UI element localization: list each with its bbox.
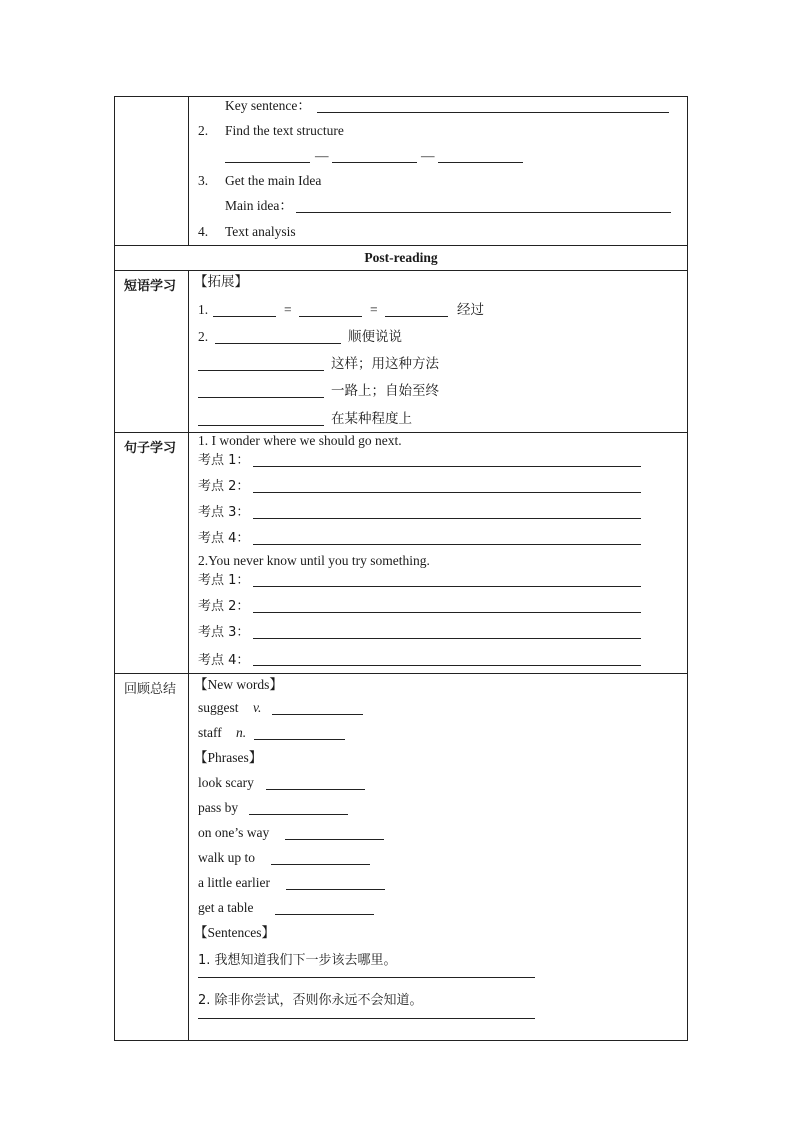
phrases-header: 【Phrases】	[194, 750, 263, 765]
word-blank	[254, 739, 345, 740]
point-label: 考点 4：	[198, 653, 250, 668]
key-sentence-blank	[317, 112, 669, 113]
point-label: 考点 4：	[198, 531, 250, 546]
equals-sign-1: =	[284, 302, 292, 317]
word-pos: n.	[236, 725, 247, 740]
phrase-5-blank	[198, 425, 324, 426]
point-blank	[253, 638, 641, 639]
phrase-1-meaning: 经过	[457, 302, 484, 318]
phrase-1-blank-a	[213, 316, 276, 317]
sentences-header: 【Sentences】	[194, 925, 275, 940]
main-idea-blank	[296, 212, 671, 213]
sentence-answer-blank	[198, 977, 535, 978]
point-blank	[253, 586, 641, 587]
point-label: 考点 1：	[198, 453, 250, 468]
review-phrase-blank	[266, 789, 365, 790]
review-phrase-row	[189, 846, 687, 871]
sentence-1-point-4	[189, 525, 687, 551]
structure-blank-1	[225, 162, 310, 163]
word-text: suggest	[198, 700, 239, 715]
review-sentence-2	[189, 990, 687, 1012]
review-sentence-text: 1. 我想知道我们下一步该去哪里。	[198, 953, 397, 968]
sentence-2-point-1	[189, 571, 687, 593]
step-4-line	[189, 219, 687, 245]
equals-sign-2: =	[370, 302, 378, 317]
step-2-text: Find the text structure	[225, 123, 344, 138]
sentence-answer-blank	[198, 1018, 535, 1019]
word-row-staff	[189, 721, 687, 746]
review-sentence-1-answer	[189, 974, 687, 990]
review-section-label: 回顾总结	[124, 682, 177, 697]
review-phrase-blank	[275, 914, 374, 915]
review-phrase-text: a little earlier	[198, 875, 270, 890]
review-phrase-row	[189, 796, 687, 821]
post-reading-row	[115, 246, 688, 271]
structure-blank-3	[438, 162, 523, 163]
point-blank	[253, 518, 641, 519]
sentence-1-point-2	[189, 473, 687, 499]
reading-steps-row	[115, 97, 688, 246]
review-row	[115, 674, 688, 1041]
phrase-3-meaning: 这样；用这种方法	[331, 356, 439, 372]
key-sentence-line	[189, 97, 687, 119]
sentences-content-cell	[189, 433, 688, 674]
review-phrase-row	[189, 896, 687, 921]
point-label: 考点 3：	[198, 625, 250, 640]
sentence-2-point-2	[189, 593, 687, 619]
review-phrase-text: get a table	[198, 900, 254, 915]
sentences-label-cell	[115, 433, 189, 674]
sentence-2-text: 2.You never know until you try something.	[198, 553, 430, 568]
point-label: 考点 2：	[198, 479, 250, 494]
step-2-line	[189, 119, 687, 144]
review-phrase-row	[189, 821, 687, 846]
sentence-2-point-4	[189, 645, 687, 673]
structure-dash-2: —	[421, 148, 435, 163]
review-sentence-text: 2. 除非你尝试，否则你永远不会知道。	[198, 993, 423, 1008]
main-idea-label: Main idea：	[225, 198, 293, 213]
reading-label-cell	[115, 97, 189, 246]
point-blank	[253, 492, 641, 493]
review-sentence-1	[189, 946, 687, 974]
phrases-header-line	[189, 271, 687, 295]
review-phrase-blank	[286, 889, 385, 890]
phrase-3-blank	[198, 370, 324, 371]
phrases-label-cell	[115, 271, 189, 433]
new-words-header-line	[189, 674, 687, 696]
worksheet	[114, 96, 687, 1041]
review-phrase-text: look scary	[198, 775, 254, 790]
step-4-number: 4.	[198, 224, 209, 239]
sentences-header-line	[189, 921, 687, 946]
review-phrase-blank	[271, 864, 370, 865]
review-label-cell	[115, 674, 189, 1041]
phrase-row-4	[189, 377, 687, 404]
review-sentence-2-answer	[189, 1012, 687, 1040]
phrase-5-meaning: 在某种程度上	[331, 411, 412, 427]
word-pos: v.	[253, 700, 262, 715]
point-blank	[253, 612, 641, 613]
expand-header: 【拓展】	[194, 274, 248, 290]
sentences-row	[115, 433, 688, 674]
main-idea-line	[189, 194, 687, 219]
review-phrase-text: pass by	[198, 800, 239, 815]
review-phrase-blank	[249, 814, 348, 815]
new-words-header: 【New words】	[194, 677, 283, 692]
text-structure-line	[189, 144, 687, 169]
phrase-row-1	[189, 295, 687, 323]
step-3-text: Get the main Idea	[225, 173, 322, 188]
step-4-text: Text analysis	[225, 224, 296, 239]
structure-dash-1: —	[315, 148, 329, 163]
phrase-row-5	[189, 404, 687, 432]
review-phrase-row	[189, 871, 687, 896]
review-phrase-blank	[285, 839, 384, 840]
phrase-2-meaning: 顺便说说	[348, 329, 402, 345]
point-label: 考点 3：	[198, 505, 250, 520]
word-blank	[272, 714, 363, 715]
word-text: staff	[198, 725, 222, 740]
point-label: 考点 2：	[198, 599, 250, 614]
phrase-2-number: 2.	[198, 329, 209, 344]
phrase-row-2	[189, 323, 687, 350]
phrases-section-label: 短语学习	[124, 279, 177, 294]
phrase-4-meaning: 一路上；自始至终	[331, 383, 439, 399]
sentence-2-point-3	[189, 619, 687, 645]
sentence-1-line	[189, 433, 687, 451]
phrase-1-number: 1.	[198, 302, 209, 317]
sentences-section-label: 句子学习	[124, 441, 177, 456]
step-2-number: 2.	[198, 123, 209, 138]
reading-steps-cell	[189, 97, 688, 246]
review-phrase-row	[189, 771, 687, 796]
phrase-1-blank-b	[299, 316, 362, 317]
sentence-1-point-1	[189, 451, 687, 473]
sentence-2-line	[189, 551, 687, 571]
step-3-line	[189, 169, 687, 194]
point-blank	[253, 544, 641, 545]
phrase-2-blank	[215, 343, 341, 344]
lesson-table	[114, 96, 688, 1041]
point-blank	[253, 665, 641, 666]
review-phrase-text: on one’s way	[198, 825, 270, 840]
sentence-1-point-3	[189, 499, 687, 525]
phrases-row	[115, 271, 688, 433]
structure-blank-2	[332, 162, 417, 163]
phrases-content-cell	[189, 271, 688, 433]
step-3-number: 3.	[198, 173, 209, 188]
word-row-suggest	[189, 696, 687, 721]
post-reading-title: Post-reading	[115, 246, 688, 271]
point-label: 考点 1：	[198, 573, 250, 588]
phrase-1-blank-c	[385, 316, 448, 317]
key-sentence-label: Key sentence：	[225, 98, 311, 113]
phrases-header-line	[189, 746, 687, 771]
phrase-row-3	[189, 350, 687, 377]
review-content-cell	[189, 674, 688, 1041]
sentence-1-text: 1. I wonder where we should go next.	[198, 433, 402, 448]
phrase-4-blank	[198, 397, 324, 398]
point-blank	[253, 466, 641, 467]
review-phrase-text: walk up to	[198, 850, 255, 865]
